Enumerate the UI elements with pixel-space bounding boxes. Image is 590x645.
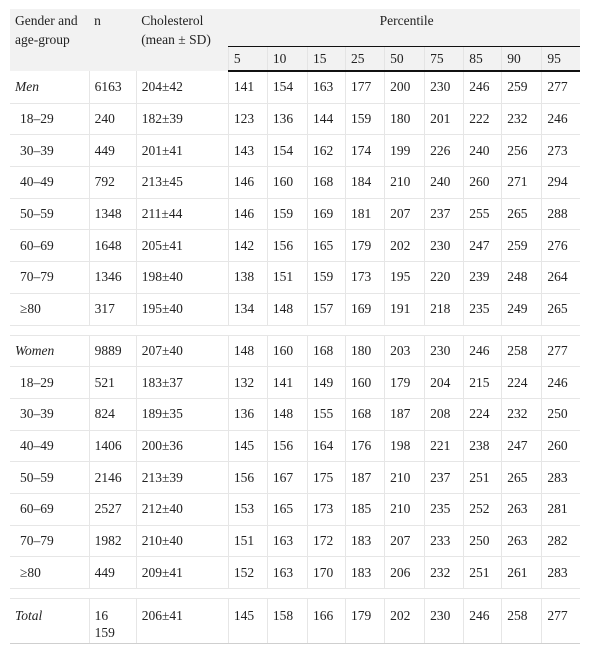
cell-p25: 183 (346, 525, 385, 557)
cell-p95: 283 (542, 462, 580, 494)
cell-p75: 232 (425, 557, 464, 589)
cell-p85: 222 (464, 103, 502, 135)
age-group-label: 60–69 (10, 493, 89, 525)
cell-p75: 204 (425, 367, 464, 399)
group-label: Women (10, 335, 89, 367)
cell-p5: 132 (228, 367, 267, 399)
cell-p10: 156 (267, 230, 307, 262)
cholesterol-percentile-table (10, 9, 580, 644)
cell-cholesterol: 209±41 (136, 557, 228, 589)
table-row (10, 71, 580, 103)
cell-p10: 141 (267, 367, 307, 399)
cell-p25: 169 (346, 293, 385, 325)
cell-p95: 282 (542, 525, 580, 557)
age-group-label: 18–29 (10, 367, 89, 399)
cell-p85: 235 (464, 293, 502, 325)
cell-p50: 210 (385, 167, 425, 199)
age-group-label: 70–79 (10, 525, 89, 557)
cell-p15: 159 (307, 262, 345, 294)
cell-cholesterol: 183±37 (136, 367, 228, 399)
cell-p95: 281 (542, 493, 580, 525)
cell-p25: 176 (346, 430, 385, 462)
cell-cholesterol: 201±41 (136, 135, 228, 167)
cell-p10: 165 (267, 493, 307, 525)
cell-p5: 151 (228, 525, 267, 557)
cell-p50: 198 (385, 430, 425, 462)
cell-cholesterol: 213±39 (136, 462, 228, 494)
cell-p5: 136 (228, 398, 267, 430)
cell-p85: 246 (464, 599, 502, 644)
cell-p90: 224 (502, 367, 542, 399)
cell-p85: 246 (464, 335, 502, 367)
cell-cholesterol: 182±39 (136, 103, 228, 135)
cell-p15: 144 (307, 103, 345, 135)
age-group-label: 50–59 (10, 198, 89, 230)
cell-n: 1346 (89, 262, 136, 294)
cell-p10: 163 (267, 557, 307, 589)
cell-p25: 179 (346, 599, 385, 644)
cell-p75: 221 (425, 430, 464, 462)
cell-p25: 187 (346, 462, 385, 494)
cell-p90: 265 (502, 198, 542, 230)
table-body (10, 71, 580, 644)
cell-cholesterol: 210±40 (136, 525, 228, 557)
table-row (10, 230, 580, 262)
cell-p50: 207 (385, 525, 425, 557)
cell-p95: 276 (542, 230, 580, 262)
cell-p85: 238 (464, 430, 502, 462)
cell-p95: 264 (542, 262, 580, 294)
header-p90: 90 (502, 47, 542, 72)
cell-p85: 255 (464, 198, 502, 230)
cell-p95: 277 (542, 335, 580, 367)
cell-p85: 246 (464, 71, 502, 103)
section-spacer (10, 589, 580, 599)
cell-p10: 160 (267, 335, 307, 367)
cell-cholesterol: 200±36 (136, 430, 228, 462)
cell-p95: 288 (542, 198, 580, 230)
cell-p85: 224 (464, 398, 502, 430)
cell-p50: 195 (385, 262, 425, 294)
cell-p50: 202 (385, 599, 425, 644)
cell-p10: 160 (267, 167, 307, 199)
cell-p50: 191 (385, 293, 425, 325)
header-p75: 75 (425, 47, 464, 72)
header-row-top (10, 9, 580, 47)
cell-p10: 167 (267, 462, 307, 494)
cell-n: 1982 (89, 525, 136, 557)
cell-p15: 163 (307, 71, 345, 103)
cell-n: 6163 (89, 71, 136, 103)
cell-p15: 168 (307, 167, 345, 199)
table-container (10, 9, 580, 644)
cell-p15: 162 (307, 135, 345, 167)
cell-cholesterol: 195±40 (136, 293, 228, 325)
cell-p95: 246 (542, 367, 580, 399)
cell-p75: 230 (425, 335, 464, 367)
cell-p5: 156 (228, 462, 267, 494)
cell-cholesterol: 204±42 (136, 71, 228, 103)
age-group-label: 30–39 (10, 135, 89, 167)
cell-p5: 143 (228, 135, 267, 167)
cell-p10: 154 (267, 71, 307, 103)
cell-p85: 251 (464, 462, 502, 494)
cell-p25: 183 (346, 557, 385, 589)
age-group-label: 50–59 (10, 462, 89, 494)
cell-p85: 260 (464, 167, 502, 199)
cell-cholesterol: 206±41 (136, 599, 228, 644)
header-p5: 5 (228, 47, 267, 72)
cell-p5: 145 (228, 430, 267, 462)
table-row (10, 398, 580, 430)
cell-p95: 246 (542, 103, 580, 135)
cell-p95: 294 (542, 167, 580, 199)
cell-p50: 202 (385, 230, 425, 262)
cell-n: 792 (89, 167, 136, 199)
cell-p75: 230 (425, 71, 464, 103)
cell-p10: 159 (267, 198, 307, 230)
cell-cholesterol: 211±44 (136, 198, 228, 230)
age-group-label: 70–79 (10, 262, 89, 294)
cell-p75: 201 (425, 103, 464, 135)
cell-p5: 146 (228, 198, 267, 230)
header-cholesterol: Cholesterol (mean ± SD) (136, 9, 228, 71)
cell-p90: 248 (502, 262, 542, 294)
cell-p25: 180 (346, 335, 385, 367)
cell-p10: 163 (267, 525, 307, 557)
cell-p95: 277 (542, 599, 580, 644)
cell-n: 317 (89, 293, 136, 325)
header-p15: 15 (307, 47, 345, 72)
cell-n: 521 (89, 367, 136, 399)
cell-cholesterol: 198±40 (136, 262, 228, 294)
cell-p10: 148 (267, 398, 307, 430)
cell-p15: 157 (307, 293, 345, 325)
cell-cholesterol: 207±40 (136, 335, 228, 367)
cell-p75: 226 (425, 135, 464, 167)
age-group-label: 18–29 (10, 103, 89, 135)
cell-p95: 277 (542, 71, 580, 103)
cell-p50: 210 (385, 462, 425, 494)
header-p10: 10 (267, 47, 307, 72)
cell-n: 240 (89, 103, 136, 135)
cell-p85: 252 (464, 493, 502, 525)
cell-n: 1406 (89, 430, 136, 462)
cell-p5: 123 (228, 103, 267, 135)
cell-p75: 233 (425, 525, 464, 557)
cell-p5: 142 (228, 230, 267, 262)
cell-p15: 149 (307, 367, 345, 399)
header-percentile: Percentile (228, 9, 580, 47)
header-gender-age: Gender and age-group (10, 9, 89, 71)
cell-p15: 165 (307, 230, 345, 262)
table-row (10, 167, 580, 199)
cell-p10: 154 (267, 135, 307, 167)
header-n: n (89, 9, 136, 71)
table-row (10, 430, 580, 462)
cell-p75: 240 (425, 167, 464, 199)
cell-p5: 145 (228, 599, 267, 644)
cell-p10: 136 (267, 103, 307, 135)
cell-p25: 185 (346, 493, 385, 525)
cell-cholesterol: 213±45 (136, 167, 228, 199)
cell-p90: 249 (502, 293, 542, 325)
table-row (10, 262, 580, 294)
cell-p95: 250 (542, 398, 580, 430)
table-row (10, 335, 580, 367)
cell-p10: 148 (267, 293, 307, 325)
age-group-label: 40–49 (10, 430, 89, 462)
cell-n: 9889 (89, 335, 136, 367)
cell-n: 449 (89, 557, 136, 589)
table-row (10, 103, 580, 135)
cell-p25: 181 (346, 198, 385, 230)
cell-p90: 258 (502, 335, 542, 367)
table-row (10, 493, 580, 525)
group-label: Men (10, 71, 89, 103)
cell-p90: 259 (502, 230, 542, 262)
cell-cholesterol: 212±40 (136, 493, 228, 525)
cell-p75: 235 (425, 493, 464, 525)
cell-p90: 271 (502, 167, 542, 199)
cell-p5: 146 (228, 167, 267, 199)
cell-p5: 152 (228, 557, 267, 589)
cell-p5: 153 (228, 493, 267, 525)
cell-p15: 170 (307, 557, 345, 589)
cell-p90: 259 (502, 71, 542, 103)
cell-p90: 256 (502, 135, 542, 167)
age-group-label: ≥80 (10, 293, 89, 325)
table-row (10, 367, 580, 399)
cell-p25: 179 (346, 230, 385, 262)
section-spacer (10, 325, 580, 335)
cell-p90: 232 (502, 398, 542, 430)
cell-p25: 173 (346, 262, 385, 294)
age-group-label: ≥80 (10, 557, 89, 589)
cell-p90: 263 (502, 493, 542, 525)
cell-p90: 265 (502, 462, 542, 494)
cell-p15: 175 (307, 462, 345, 494)
cell-p50: 207 (385, 198, 425, 230)
cell-p15: 173 (307, 493, 345, 525)
cell-p85: 239 (464, 262, 502, 294)
cell-p90: 263 (502, 525, 542, 557)
cell-p15: 172 (307, 525, 345, 557)
cell-p75: 230 (425, 599, 464, 644)
cell-p95: 260 (542, 430, 580, 462)
cell-p10: 158 (267, 599, 307, 644)
cell-p75: 237 (425, 198, 464, 230)
cell-p85: 250 (464, 525, 502, 557)
cell-p5: 138 (228, 262, 267, 294)
cell-p50: 199 (385, 135, 425, 167)
cell-p15: 168 (307, 335, 345, 367)
cell-p90: 247 (502, 430, 542, 462)
cell-p15: 155 (307, 398, 345, 430)
cell-p95: 283 (542, 557, 580, 589)
cell-p50: 200 (385, 71, 425, 103)
cell-n: 2527 (89, 493, 136, 525)
cell-n: 824 (89, 398, 136, 430)
cell-n: 449 (89, 135, 136, 167)
age-group-label: 30–39 (10, 398, 89, 430)
header-p25: 25 (346, 47, 385, 72)
cell-p5: 141 (228, 71, 267, 103)
cell-p75: 230 (425, 230, 464, 262)
cell-n: 2146 (89, 462, 136, 494)
table-row (10, 135, 580, 167)
cell-p50: 203 (385, 335, 425, 367)
cell-n: 16 159 (89, 599, 136, 644)
cell-p50: 206 (385, 557, 425, 589)
cell-p50: 180 (385, 103, 425, 135)
cell-p90: 258 (502, 599, 542, 644)
cell-p15: 166 (307, 599, 345, 644)
cell-p75: 208 (425, 398, 464, 430)
cell-p75: 237 (425, 462, 464, 494)
header-p50: 50 (385, 47, 425, 72)
age-group-label: 40–49 (10, 167, 89, 199)
cell-p25: 160 (346, 367, 385, 399)
total-label: Total (10, 599, 89, 644)
cell-cholesterol: 205±41 (136, 230, 228, 262)
cell-p90: 232 (502, 103, 542, 135)
table-row (10, 525, 580, 557)
cell-cholesterol: 189±35 (136, 398, 228, 430)
table-row (10, 462, 580, 494)
cell-p15: 169 (307, 198, 345, 230)
table-row (10, 557, 580, 589)
cell-p50: 187 (385, 398, 425, 430)
cell-p25: 184 (346, 167, 385, 199)
cell-p50: 210 (385, 493, 425, 525)
cell-p85: 215 (464, 367, 502, 399)
cell-p10: 151 (267, 262, 307, 294)
cell-p75: 218 (425, 293, 464, 325)
table-row (10, 198, 580, 230)
cell-p25: 159 (346, 103, 385, 135)
cell-p15: 164 (307, 430, 345, 462)
cell-p50: 179 (385, 367, 425, 399)
cell-p75: 220 (425, 262, 464, 294)
header-p85: 85 (464, 47, 502, 72)
header-p95: 95 (542, 47, 580, 72)
cell-p25: 174 (346, 135, 385, 167)
table-row (10, 293, 580, 325)
cell-n: 1348 (89, 198, 136, 230)
cell-p10: 156 (267, 430, 307, 462)
cell-p95: 273 (542, 135, 580, 167)
cell-p5: 148 (228, 335, 267, 367)
cell-p95: 265 (542, 293, 580, 325)
cell-p25: 168 (346, 398, 385, 430)
table-row-total (10, 599, 580, 644)
cell-p25: 177 (346, 71, 385, 103)
age-group-label: 60–69 (10, 230, 89, 262)
cell-p85: 240 (464, 135, 502, 167)
cell-p90: 261 (502, 557, 542, 589)
cell-p85: 247 (464, 230, 502, 262)
cell-p85: 251 (464, 557, 502, 589)
cell-p5: 134 (228, 293, 267, 325)
cell-n: 1648 (89, 230, 136, 262)
